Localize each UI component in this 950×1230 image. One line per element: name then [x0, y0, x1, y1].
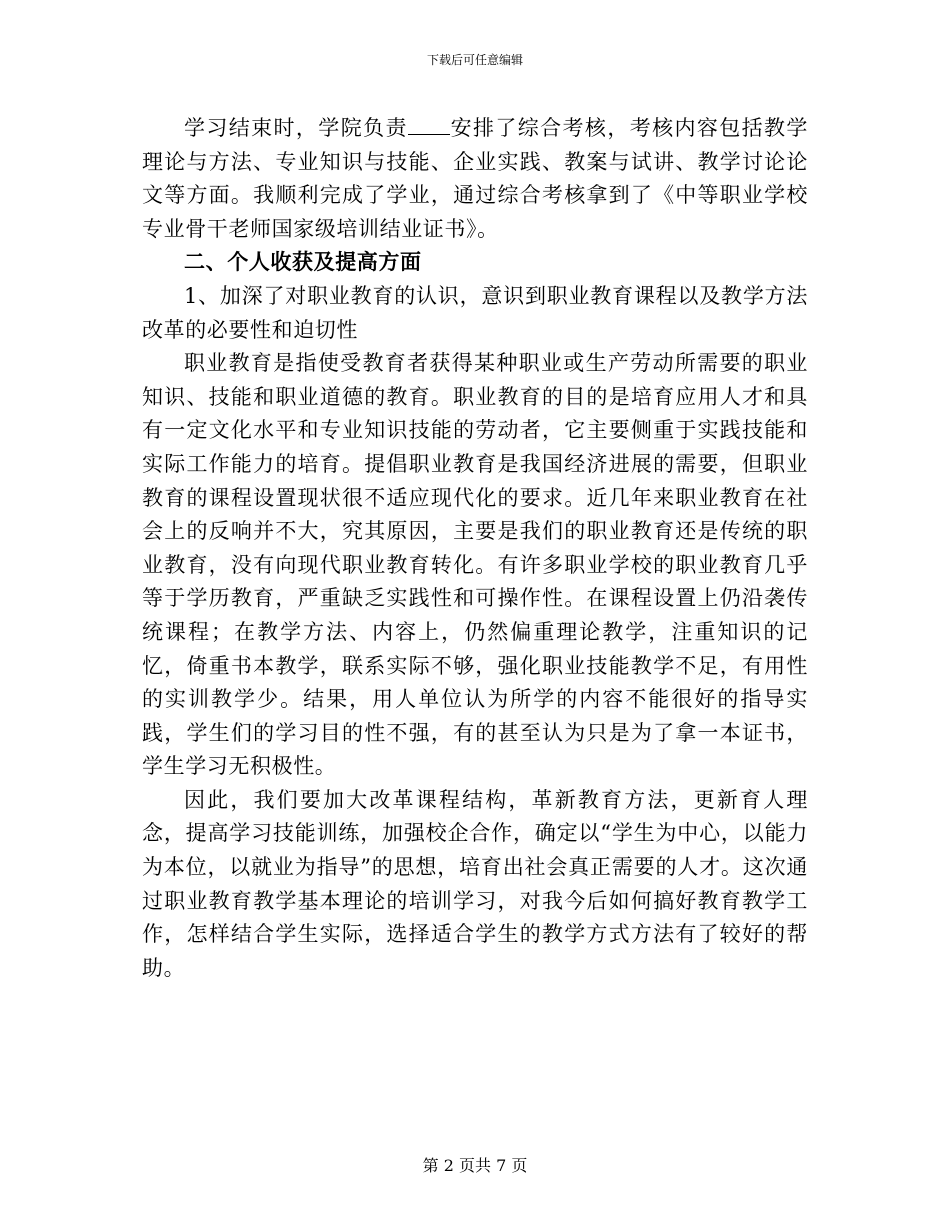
section-heading: 二、个人收获及提高方面	[184, 250, 422, 275]
paragraph-assessment	[142, 112, 808, 246]
paragraph-reform: 因此，我们要加大改革课程结构，革新教育方法，更新育人理念，提高学习技能训练，加强校企合作，确定以“学生为中心，以能力为本位，以就业为指导”的思想，培育出社会真正需要的人才。这次通过职业教育教学基本理论的培训学习，对我今后如何搞好教育教学工作，怎样结合学生实际，选择适合学生的教学方式方法有了较好的帮助。	[142, 787, 808, 980]
page-number: 第 2 页共 7 页	[422, 1156, 528, 1175]
paragraph-vocational-education: 职业教育是指使受教育者获得某种职业或生产劳动所需要的职业知识、技能和职业道德的教育。职业教育的目的是培育应用人才和具有一定文化水平和专业知识技能的劳动者，它主要侧重于实践技能和实际工作能力的培育。提倡职业教育是我国经济进展的需要，但职业教育的课程设置现状很不适应现代化的要求。近几年来职业教育在社会上的反响并不大，究其原因，主要是我们的职业教育还是传统的职业教育，没有向现代职业教育转化。有许多职业学校的职业教育几乎等于学历教育，严重缺乏实践性和可操作性。在课程设置上仍沿袭传统课程；在教学方法、内容上，仍然偏重理论教学，注重知识的记忆，倚重书本教学，联系实际不够，强化职业技能教学不足，有用性的实训教学少。结果，用人单位认为所学的内容不能很好的指导实践，学生们的学习目的性不强，有的甚至认为只是为了拿一本证书，学生学习无积极性。	[142, 351, 808, 779]
fill-in-blank	[408, 114, 450, 135]
document-body	[142, 112, 808, 985]
numbered-item-1: 1、加深了对职业教育的认识，意识到职业教育课程以及教学方法改革的必要性和迫切性	[142, 283, 808, 342]
paragraph-assessment-end: 安排了综合考核，考核内容包括教学理论与方法、专业知识与技能、企业实践、教案与试讲、教学讨论论文等方面。我顺利完成了学业，通过综合考核拿到了《中等职业学校专业骨干老师国家级培训结业证书》。	[142, 116, 808, 241]
page-header-note: 下载后可任意编辑	[426, 53, 523, 67]
paragraph-assessment-start: 学习结束时，学院负责	[184, 116, 408, 140]
